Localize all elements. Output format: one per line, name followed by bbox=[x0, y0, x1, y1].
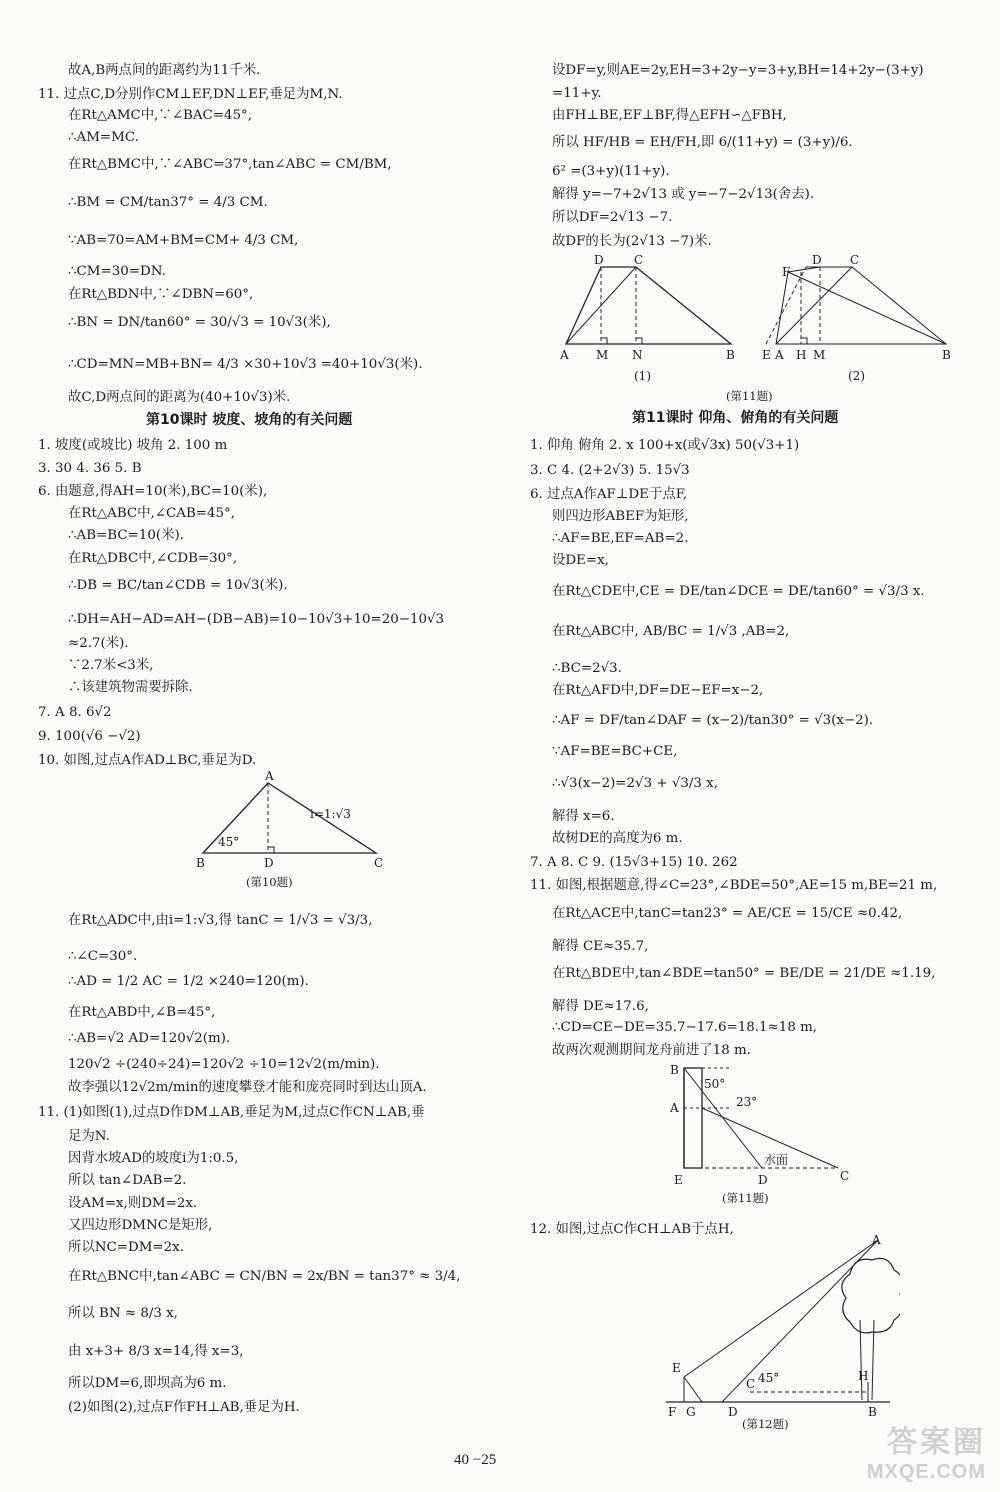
text-line: 故两次观测期间龙舟前进了18 m. bbox=[552, 1043, 751, 1058]
label-b: B bbox=[196, 856, 205, 870]
text-line: 则四边形ABEF为矩形, bbox=[552, 509, 689, 524]
text-line: ∵AF=BE=BC+CE, bbox=[552, 744, 678, 759]
sub-caption: (2) bbox=[848, 369, 865, 383]
section-heading: 第11课时 仰角、俯角的有关问题 bbox=[632, 410, 839, 426]
text-line: 故李强以12√2m/min的速度攀登才能和庞亮同时到达山顶A. bbox=[68, 1080, 427, 1095]
text-line: ∴BM = CM/tan37° = 4/3 CM. bbox=[68, 195, 268, 210]
label-d: D bbox=[728, 1405, 738, 1419]
text-line: ∴BC=2√3. bbox=[552, 661, 622, 676]
text-line: 11. 过点C,D分别作CM⊥EF,DN⊥EF,垂足为M,N. bbox=[38, 87, 343, 102]
text-line: 在Rt△ACE中,tanC=tan23° = AE/CE = 15/CE ≈0.42, bbox=[552, 906, 903, 921]
text-line: 在Rt△BNC中,tan∠ABC = CN/BN = 2x/BN = tan37° ≈ 3/4, bbox=[68, 1269, 461, 1284]
label-d: D bbox=[812, 253, 822, 267]
text-line: 所以DF=2√13 −7. bbox=[552, 210, 673, 225]
text-line: ∴AM=MC. bbox=[68, 130, 139, 145]
text-line: 120√2 ÷(240÷24)=120√2 ÷10=12√2(m/min). bbox=[68, 1057, 380, 1072]
text-line: 解得 y=−7+2√13 或 y=−7−2√13(舍去). bbox=[552, 187, 815, 202]
text-line: 解得 CE≈35.7, bbox=[552, 939, 649, 954]
text-line: 所以 HF/HB = EH/FH,即 6/(11+y) = (3+y)/6. bbox=[552, 135, 853, 150]
text-line: ∴该建筑物需要拆除. bbox=[68, 680, 193, 695]
text-line: 1. 仰角 俯角 2. x 100+x(或√3x) 50(√3+1) bbox=[530, 438, 800, 453]
figure-problem-10 bbox=[188, 768, 428, 896]
water-label: 水面 bbox=[764, 1153, 789, 1167]
label-d: D bbox=[594, 253, 604, 267]
figure-caption: (第10题) bbox=[246, 875, 293, 889]
label-e: E bbox=[674, 1173, 683, 1187]
figure-caption: (第11题) bbox=[722, 1191, 769, 1205]
figure-problem-11-dams bbox=[556, 252, 986, 407]
dam-figure-2 bbox=[762, 253, 951, 383]
label-e: E bbox=[762, 348, 771, 362]
text-line: 所以NC=DM=2x. bbox=[68, 1240, 184, 1255]
dam-figure-1 bbox=[559, 253, 735, 383]
label-c: C bbox=[850, 253, 860, 267]
text-line: ∴CD=CE−DE=35.7−17.6=18.1≈18 m, bbox=[552, 1020, 818, 1035]
label-f: F bbox=[668, 1405, 677, 1419]
text-line: 6. 由题意,得AH=10(米),BC=10(米), bbox=[38, 484, 268, 499]
label-e: E bbox=[672, 1361, 681, 1375]
text-line: ∴CM=30=DN. bbox=[68, 264, 166, 279]
text-line: ∵AB=70=AM+BM=CM+ 4/3 CM, bbox=[68, 233, 299, 248]
text-line: 3. C 4. (2+2√3) 5. 15√3 bbox=[530, 463, 690, 478]
text-line: 故DF的长为(2√13 −7)米. bbox=[552, 234, 712, 249]
text-line: 由 x+3+ 8/3 x=14,得 x=3, bbox=[68, 1344, 244, 1359]
text-line: ∴CD=MN=MB+BN= 4/3 ×30+10√3 =40+10√3(米). bbox=[68, 357, 423, 372]
text-line: 解得 x=6. bbox=[552, 809, 615, 824]
text-line: =11+y. bbox=[552, 86, 602, 101]
label-a: A bbox=[775, 348, 784, 362]
slope-label: i=1:√3 bbox=[310, 807, 351, 821]
sight-line-ea bbox=[684, 1240, 878, 1377]
label-a: A bbox=[872, 1233, 881, 1247]
text-line: ∴DB = BC/tan∠CDB = 10√3(米). bbox=[68, 578, 288, 593]
text-line: 足为N. bbox=[68, 1129, 110, 1144]
right-angle-mark bbox=[268, 847, 274, 853]
text-line: 7. A 8. 6√2 bbox=[38, 705, 112, 720]
text-line: 所以DM=6,即坝高为6 m. bbox=[68, 1376, 227, 1391]
text-line: 在Rt△BDN中,∵∠DBN=60°, bbox=[68, 287, 254, 302]
text-line: 11. (1)如图(1),过点D作DM⊥AB,垂足为M,过点C作CN⊥AB,垂 bbox=[38, 1105, 425, 1120]
label-h: H bbox=[796, 348, 807, 362]
text-line: ∴AF=BE,EF=AB=2. bbox=[552, 531, 689, 546]
tree-crown bbox=[842, 1258, 900, 1333]
text-line: 12. 如图,过点C作CH⊥AB于点H, bbox=[530, 1222, 734, 1237]
text-line: (2)如图(2),过点F作FH⊥AB,垂足为H. bbox=[68, 1400, 300, 1415]
angle-23: 23° bbox=[736, 1095, 758, 1109]
label-b: B bbox=[726, 348, 735, 362]
text-line: 在Rt△ABC中, AB/BC = 1/√3 ,AB=2, bbox=[552, 624, 790, 639]
text-line: 1. 坡度(或坡比) 坡角 2. 100 m bbox=[38, 438, 228, 453]
text-line: 11. 如图,根据题意,得∠C=23°,∠BDE=50°,AE=15 m,BE=21 m, bbox=[530, 878, 938, 893]
label-a: A bbox=[560, 348, 569, 362]
angle-label: 45° bbox=[218, 835, 240, 849]
text-line: ∴√3(x−2)=2√3 + √3/3 x, bbox=[552, 776, 718, 791]
text-line: ∴AD = 1/2 AC = 1/2 ×240=120(m). bbox=[68, 974, 309, 989]
figure-caption: (第12题) bbox=[742, 1417, 789, 1431]
figure-problem-11-boat bbox=[660, 1060, 860, 1210]
text-line: 在Rt△CDE中,CE = DE/tan∠DCE = DE/tan60° = √3/3 x. bbox=[552, 584, 925, 599]
text-line: ∴AF = DF/tan∠DAF = (x−2)/tan30° = √3(x−2). bbox=[552, 713, 874, 728]
text-line: 所以 tan∠DAB=2. bbox=[68, 1173, 187, 1188]
label-m: M bbox=[813, 348, 826, 362]
section-heading: 第10课时 坡度、坡角的有关问题 bbox=[146, 412, 353, 428]
label-d: D bbox=[758, 1173, 768, 1187]
label-b: B bbox=[942, 348, 951, 362]
text-line: 9. 100(√6 −√2) bbox=[38, 729, 141, 744]
watermark-bottom: MXQE.COM bbox=[866, 1461, 986, 1483]
text-line: ∴DH=AH−AD=AH−(DB−AB)=10−10√3+10=20−10√3 bbox=[68, 612, 445, 627]
text-line: 10. 如图,过点A作AD⊥BC,垂足为D. bbox=[38, 753, 257, 768]
text-line: 解得 DE≈17.6, bbox=[552, 999, 649, 1014]
text-line: 设AM=x,则DM=2x. bbox=[68, 1196, 198, 1211]
text-line: 又四边形DMNC是矩形, bbox=[68, 1218, 213, 1233]
text-line: ∴AB=BC=10(米). bbox=[68, 528, 184, 543]
label-c: C bbox=[840, 1169, 850, 1183]
text-line: 6² =(3+y)(11+y). bbox=[552, 164, 670, 179]
label-f: F bbox=[782, 265, 791, 279]
text-line: ∵2.7米<3米, bbox=[68, 658, 154, 673]
text-line: 因背水坡AD的坡度i为1:0.5, bbox=[68, 1151, 239, 1166]
label-g: G bbox=[686, 1405, 696, 1419]
text-line: 故C,D两点间的距离为(40+10√3)米. bbox=[68, 390, 291, 405]
text-line: 在Rt△ADC中,由i=1:√3,得 tanC = 1/√3 = √3/3, bbox=[68, 913, 373, 928]
text-line: ∴BN = DN/tan60° = 30/√3 = 10√3(米), bbox=[68, 315, 331, 330]
text-line: 在Rt△ABC中,∠CAB=45°, bbox=[68, 506, 235, 521]
label-c: C bbox=[634, 253, 644, 267]
text-line: 在Rt△DBC中,∠CDB=30°, bbox=[68, 551, 238, 566]
text-line: ≈2.7(米). bbox=[68, 636, 129, 651]
text-line: 故A,B两点间的距离约为11千米. bbox=[68, 63, 261, 78]
building bbox=[684, 1068, 702, 1168]
text-line: 在Rt△AFD中,DF=DE−EF=x−2, bbox=[552, 683, 764, 698]
watermark-top: 答案圈 bbox=[887, 1426, 986, 1459]
text-line: ∴AB=√2 AD=120√2(m). bbox=[68, 1031, 231, 1046]
text-line: 所以 BN ≈ 8/3 x, bbox=[68, 1306, 178, 1321]
text-line: ∴∠C=30°. bbox=[68, 949, 138, 964]
text-line: 由FH⊥BE,EF⊥BF,得△EFH∽△FBH, bbox=[552, 108, 787, 123]
figure-caption: (第11题) bbox=[726, 389, 773, 403]
label-b: B bbox=[670, 1063, 679, 1077]
text-line: 6. 过点A作AF⊥DE于点F, bbox=[530, 487, 688, 502]
angle-45: 45° bbox=[758, 1371, 780, 1385]
label-b: B bbox=[868, 1405, 877, 1419]
text-line: 3. 30 4. 36 5. B bbox=[38, 461, 142, 476]
text-line: 7. A 8. C 9. (15√3+15) 10. 262 bbox=[530, 855, 738, 870]
label-m: M bbox=[596, 348, 609, 362]
text-line: 设DE=x, bbox=[552, 553, 609, 568]
label-a: A bbox=[265, 769, 274, 783]
label-d: D bbox=[264, 856, 274, 870]
figure-problem-12-tree bbox=[660, 1232, 900, 1432]
text-line: 在Rt△AMC中,∵∠BAC=45°, bbox=[68, 108, 253, 123]
label-a: A bbox=[670, 1101, 679, 1115]
label-n: N bbox=[632, 348, 643, 362]
watermark-logo bbox=[867, 1417, 986, 1484]
text-line: 在Rt△ABD中,∠B=45°, bbox=[68, 1005, 216, 1020]
label-c: C bbox=[746, 1377, 756, 1391]
label-h: H bbox=[858, 1369, 869, 1383]
text-line: 在Rt△BMC中,∵∠ABC=37°,tan∠ABC = CM/BM, bbox=[68, 157, 392, 172]
label-c: C bbox=[374, 856, 384, 870]
page-number: 40 −25 bbox=[454, 1452, 497, 1468]
sub-caption: (1) bbox=[634, 369, 651, 383]
text-line: 故树DE的高度为6 m. bbox=[552, 831, 683, 846]
angle-50: 50° bbox=[704, 1077, 726, 1091]
text-line: 在Rt△BDE中,tan∠BDE=tan50° = BE/DE = 21/DE ≈1.19, bbox=[552, 966, 936, 981]
text-line: 设DF=y,则AE=2y,EH=3+2y−y=3+y,BH=14+2y−(3+y) bbox=[552, 63, 924, 78]
